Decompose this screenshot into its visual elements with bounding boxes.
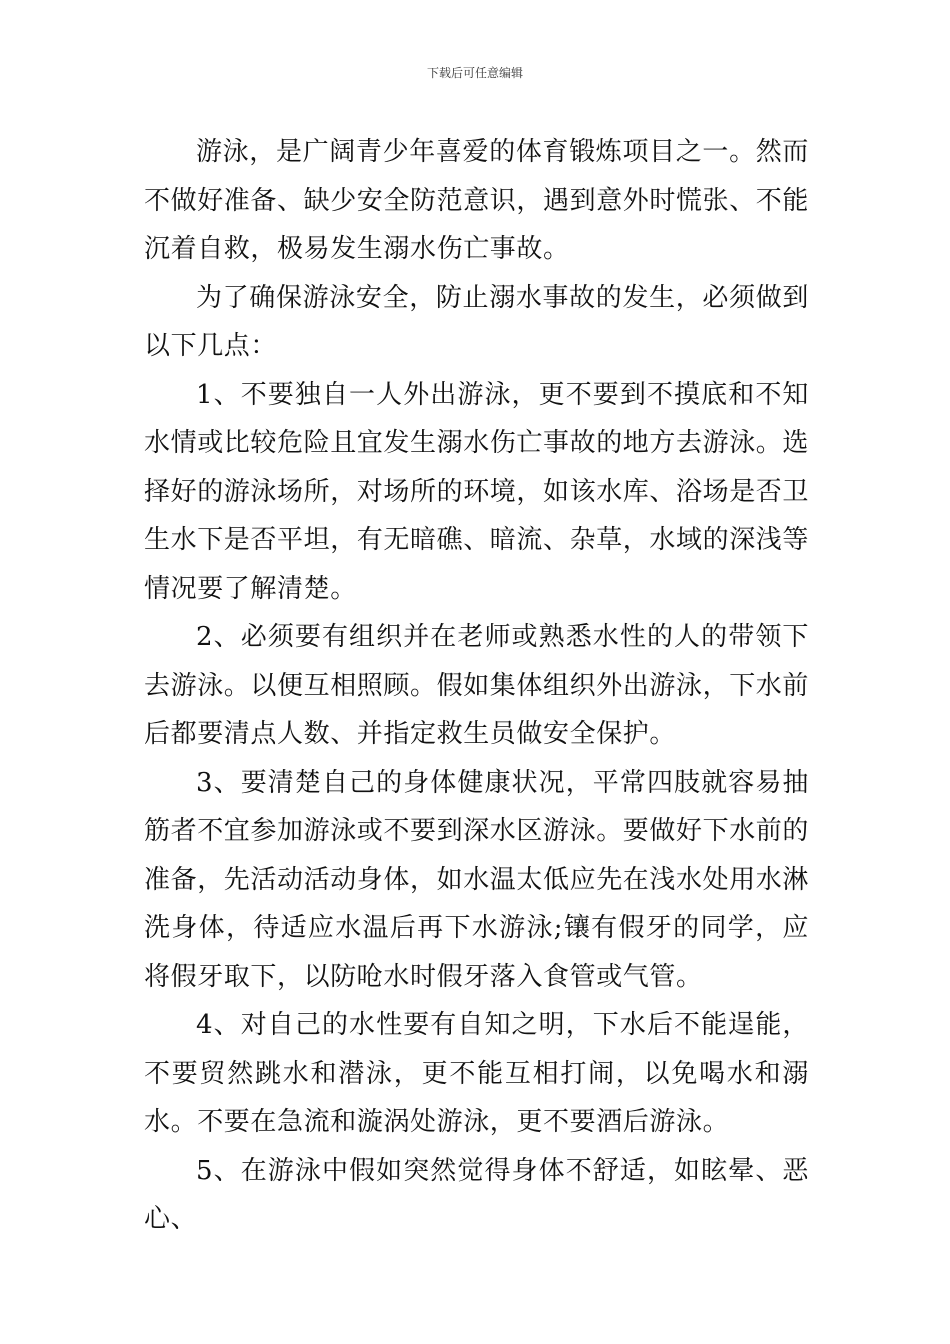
paragraph-rule-1: 1、不要独自一人外出游泳，更不要到不摸底和不知水情或比较危险且宜发生溺水伤亡事故的地方去游泳。选择好的游泳场所，对场所的环境，如该水库、浴场是否卫生水下是否平坦，有无暗礁、暗流、杂草，水域的深浅等情况要了解清楚。: [144, 379, 810, 604]
paragraph-rule-5: 5、在游泳中假如突然觉得身体不舒适，如眩晕、恶心、: [144, 1155, 809, 1234]
paragraph-rule-4: 4、对自己的水性要有自知之明，下水后不能逞能，不要贸然跳水和潜泳，更不能互相打闹，以免喝水和溺水。不要在急流和漩涡处游泳，更不要酒后游泳。: [144, 1010, 809, 1137]
document-body: [144, 128, 809, 1244]
paragraph-intro: 游泳，是广阔青少年喜爱的体育锻炼项目之一。然而不做好准备、缺少安全防范意识，遇到意外时慌张、不能沉着自救，极易发生溺水伤亡事故。: [144, 137, 810, 264]
paragraph-rule-2: 2、必须要有组织并在老师或熟悉水性的人的带领下去游泳。以便互相照顾。假如集体组织外出游泳，下水前后都要清点人数、并指定救生员做安全保护。: [144, 622, 810, 749]
paragraph-rule-3: 3、要清楚自己的身体健康状况，平常四肢就容易抽筋者不宜参加游泳或不要到深水区游泳。要做好下水前的准备，先活动活动身体，如水温太低应先在浅水处用水淋洗身体，待适应水温后再下水游泳;镶有假牙的同学，应将假牙取下，以防呛水时假牙落入食管或气管。: [144, 767, 810, 992]
page-header-note: 下载后可任意编辑: [426, 66, 523, 80]
paragraph-requirements: 为了确保游泳安全，防止溺水事故的发生，必须做到以下几点：: [144, 282, 809, 361]
